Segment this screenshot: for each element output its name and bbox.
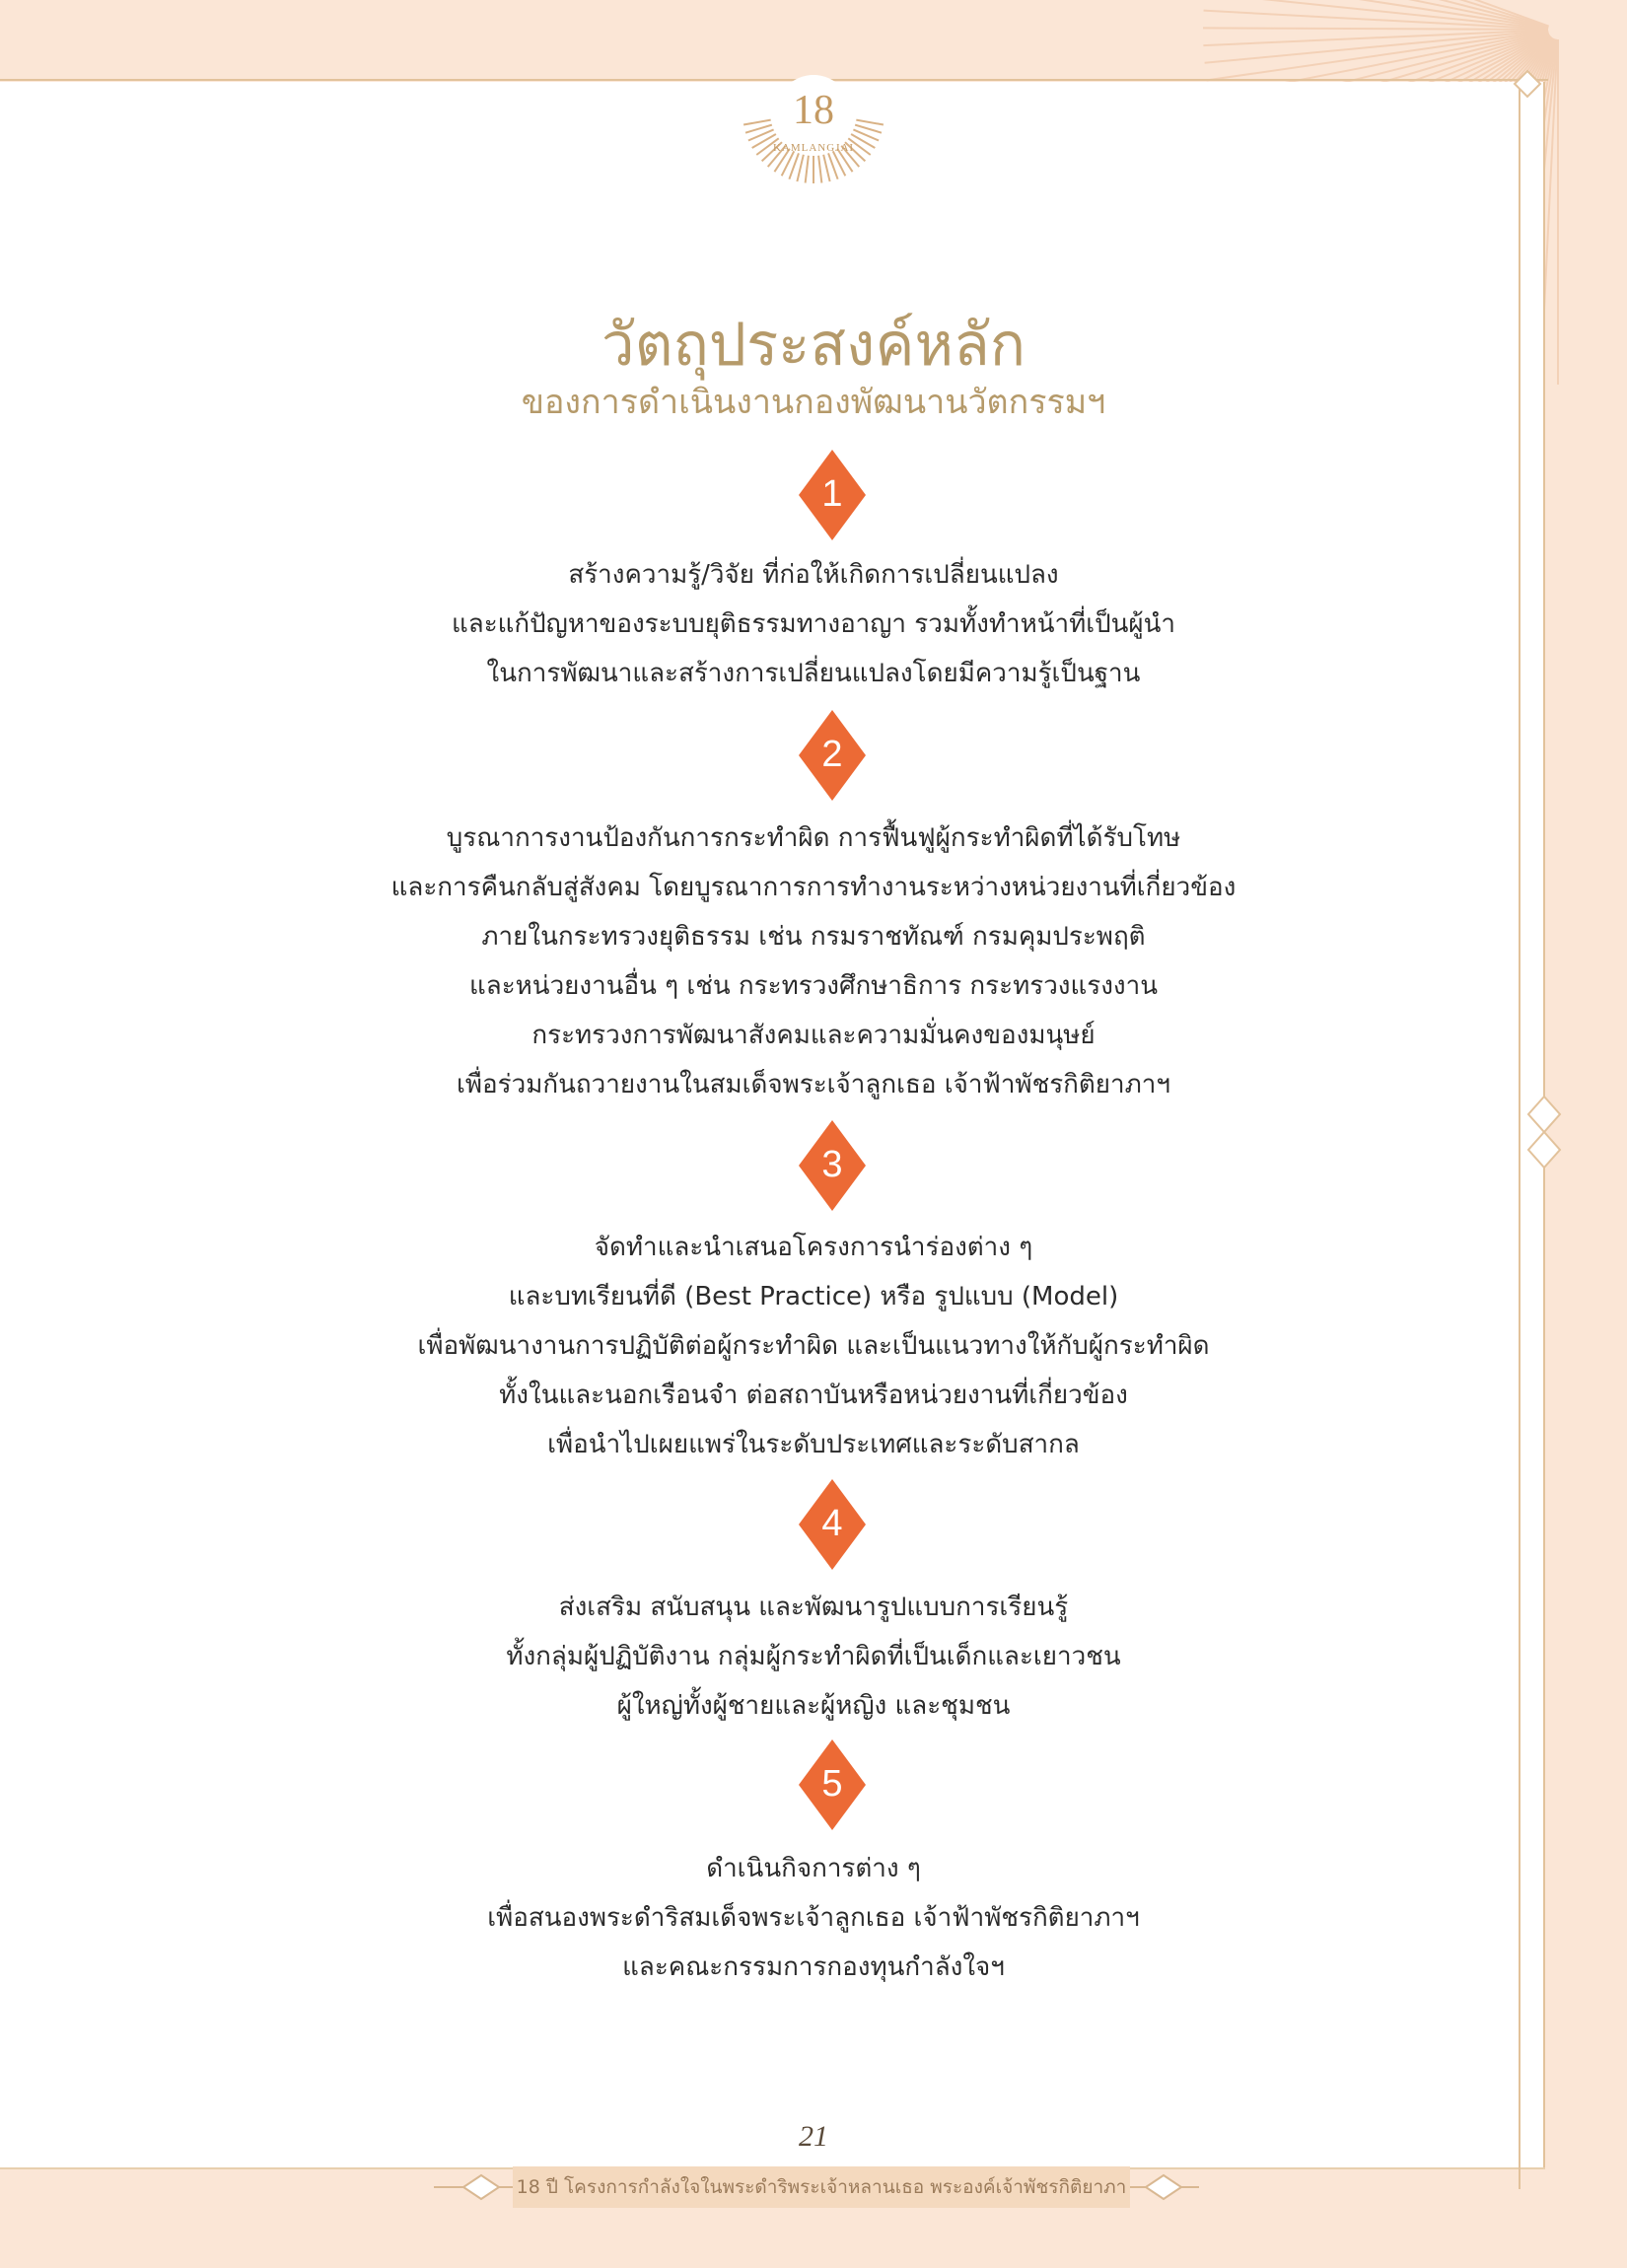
objective-5-badge [799,1739,866,1830]
objective-number: 2 [821,734,843,775]
ray-line [1219,0,1548,27]
objective-1-text [0,550,1627,698]
text-line: และคณะกรรมการกองทุนกำลังใจฯ [622,1952,1005,1982]
objective-5-text [0,1844,1627,1992]
text-line: และบทเรียนที่ดี (Best Practice) หรือ รูปแบบ (Model) [508,1282,1119,1311]
text-line: กระทรวงการพัฒนาสังคมและความมั่นคงของมนุษย์ [531,1021,1096,1050]
text-line: ทั้งในและนอกเรือนจำ ต่อสถาบันหรือหน่วยงานที่เกี่ยวข้อง [499,1381,1128,1410]
page-title: วัตถุประสงค์หลัก [601,311,1026,380]
objective-4-badge [799,1479,866,1570]
text-line: ภายในกระทรวงยุติธรรม เช่น กรมราชทัณฑ์ กรมคุมประพฤติ [481,922,1146,952]
ray-line [1205,31,1548,63]
page-subtitle: ของการดำเนินงานกองพัฒนานวัตกรรมฯ [521,383,1106,422]
text-line: จัดทำและนำเสนอโครงการนำร่องต่าง ๆ [594,1233,1033,1262]
text-line: บูรณาการงานป้องกันการกระทำผิด การฟื้นฟูผู้กระทำผิดที่ได้รับโทษ [446,823,1181,853]
objective-number: 5 [821,1763,843,1805]
text-line: สร้างความรู้/วิจัย ที่ก่อให้เกิดการเปลี่ยนแปลง [568,560,1059,590]
objective-3-text [0,1223,1627,1469]
objective-3-badge [799,1120,866,1211]
objective-number: 1 [821,473,843,515]
ray-line [1203,28,1548,30]
text-line: เพื่อพัฒนางานการปฏิบัติต่อผู้กระทำผิด และเป็นแนวทางให้กับผู้กระทำผิด [417,1331,1210,1361]
text-line: ทั้งกลุ่มผู้ปฏิบัติงาน กลุ่มผู้กระทำผิดที่เป็นเด็กและเยาวชน [506,1642,1121,1671]
text-line: และหน่วยงานอื่น ๆ เช่น กระทรวงศึกษาธิการ กระทรวงแรงงาน [469,971,1158,1001]
text-line: เพื่อนำไปเผยแพร่ในระดับประเทศและระดับสากล [547,1430,1080,1459]
text-line: ดำเนินกิจการต่าง ๆ [706,1854,921,1883]
ray-line [823,155,829,181]
objective-4-text [0,1583,1627,1731]
ray-line [1203,30,1548,45]
text-line: เพื่อร่วมกันถวายงานในสมเด็จพระเจ้าลูกเธอ เจ้าฟ้าพัชรกิติยาภาฯ [457,1070,1170,1099]
ray-line [1225,0,1549,27]
footer-diamond-right-icon [1144,2173,1183,2201]
ray-line [1204,11,1548,30]
logo-number: 18 [793,88,834,133]
ray-line [1207,31,1548,80]
corner-diamond-icon [1513,69,1542,99]
kamlangjai-logo [730,69,897,187]
ray-line [1207,0,1548,28]
objective-2-badge [799,710,866,801]
text-line: ส่งเสริม สนับสนุน และพัฒนารูปแบบการเรียนรู้ [558,1593,1069,1622]
footer-diamond-left-icon [461,2173,501,2201]
text-line: และแก้ปัญหาของระบบยุติธรรมทางอาญา รวมทั้งทำหน้าที่เป็นผู้นำ [452,609,1175,639]
objective-number: 3 [821,1144,843,1185]
ray-line [818,156,821,183]
objective-2-text [0,814,1627,1109]
objective-number: 4 [821,1503,843,1544]
text-line: ในการพัฒนาและสร้างการเปลี่ยนแปลงโดยมีความรู้เป็นฐาน [486,659,1141,688]
ray-line [797,155,803,181]
ray-line [1205,0,1548,29]
footer-bar [513,2166,1130,2208]
footer-text: 18 ปี โครงการกำลังใจในพระดำริพระเจ้าหลานเธอ พระองค์เจ้าพัชรกิติยาภา [516,2176,1127,2198]
ray-line [1214,0,1548,28]
page-number: 21 [799,2120,828,2153]
logo-word: KAMLANGJAI [772,142,855,154]
ray-line [806,156,809,183]
ray-line [1210,0,1548,28]
text-line: และการคืนกลับสู่สังคม โดยบูรณาการการทำงานระหว่างหน่วยงานที่เกี่ยวข้อง [390,873,1237,902]
text-line: เพื่อสนองพระดำริสมเด็จพระเจ้าลูกเธอ เจ้าฟ้าพัชรกิติยาภาฯ [487,1903,1140,1933]
objective-1-badge [799,450,866,540]
text-line: ผู้ใหญ่ทั้งผู้ชายและผู้หญิง และชุมชน [616,1691,1011,1721]
